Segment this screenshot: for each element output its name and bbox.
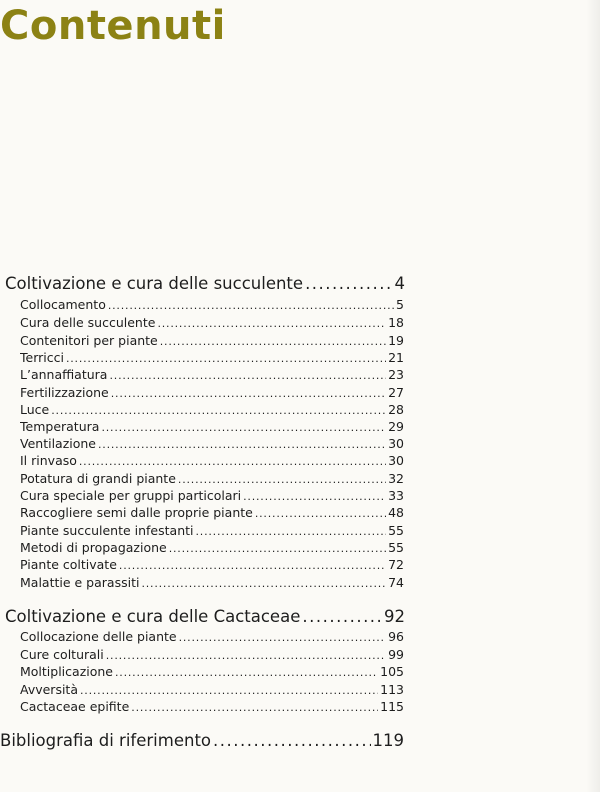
- page-number: 48: [388, 505, 404, 520]
- toc-entry[interactable]: [20, 367, 404, 385]
- entry-title: Malattie e parassiti: [20, 575, 140, 590]
- entry-title: Il rinvaso: [20, 453, 77, 468]
- toc-entry[interactable]: [20, 419, 404, 437]
- toc-entry[interactable]: [20, 315, 404, 333]
- page-number: 105: [380, 664, 404, 679]
- page-number: 21: [388, 350, 404, 365]
- toc-entry[interactable]: [20, 664, 404, 682]
- dot-leader: [169, 542, 386, 555]
- page-number: 113: [380, 682, 404, 697]
- dot-leader: [213, 731, 370, 750]
- page-number: 23: [388, 367, 404, 382]
- entry-title: Piante coltivate: [20, 557, 117, 572]
- entry-title: Moltiplicazione: [20, 664, 113, 679]
- entry-title: Cura speciale per gruppi particolari: [20, 488, 242, 503]
- dot-leader: [109, 369, 386, 382]
- toc-entry[interactable]: [20, 488, 404, 506]
- page-number: 18: [388, 315, 404, 330]
- page-number: 92: [384, 607, 405, 626]
- page-number: 28: [388, 402, 404, 417]
- dot-leader: [98, 438, 386, 451]
- dot-leader: [243, 490, 386, 503]
- entry-title: Cactaceae epifite: [20, 699, 130, 714]
- page-edge-shadow: [586, 0, 600, 792]
- toc-entry[interactable]: [20, 682, 404, 700]
- toc-entry[interactable]: [20, 557, 404, 575]
- dot-leader: [101, 421, 386, 434]
- entry-title: Collocazione delle piante: [20, 629, 177, 644]
- entry-title: Cura delle succulente: [20, 315, 156, 330]
- entry-title: Fertilizzazione: [20, 385, 109, 400]
- toc-entry[interactable]: [20, 385, 404, 403]
- page-number: 5: [396, 297, 404, 312]
- page-number: 30: [388, 436, 404, 451]
- toc-entry[interactable]: [20, 453, 404, 471]
- dot-leader: [302, 607, 382, 626]
- chapter-title: Coltivazione e cura delle Cactaceae: [5, 607, 301, 626]
- page-number: 32: [388, 471, 404, 486]
- dot-leader: [179, 631, 387, 644]
- toc-entry[interactable]: [20, 629, 404, 647]
- page-number: 115: [380, 699, 404, 714]
- entry-title: Avversità: [20, 682, 78, 697]
- page-number: 30: [388, 453, 404, 468]
- dot-leader: [255, 507, 386, 520]
- entry-title: Contenitori per piante: [20, 333, 158, 348]
- page-number: 27: [388, 385, 404, 400]
- page-number: 19: [388, 333, 404, 348]
- entry-title: Terricci: [20, 350, 64, 365]
- page-number: 119: [372, 731, 404, 750]
- entry-title: Cure colturali: [20, 647, 104, 662]
- dot-leader: [160, 335, 386, 348]
- toc-entry[interactable]: [20, 333, 404, 351]
- dot-leader: [79, 455, 386, 468]
- toc-entry[interactable]: [20, 297, 404, 315]
- page-number: 55: [388, 523, 404, 538]
- toc-entry[interactable]: [20, 699, 404, 717]
- toc-entry[interactable]: [20, 647, 404, 665]
- toc-entry[interactable]: [20, 505, 404, 523]
- dot-leader: [196, 525, 387, 538]
- toc-chapter-succulente[interactable]: [5, 274, 405, 296]
- entry-title: Potatura di grandi piante: [20, 471, 176, 486]
- dot-leader: [80, 684, 378, 697]
- page-number: 99: [388, 647, 404, 662]
- entry-title: Metodi di propagazione: [20, 540, 167, 555]
- chapter-title: Coltivazione e cura delle succulente: [5, 274, 304, 293]
- dot-leader: [157, 317, 386, 330]
- dot-leader: [141, 577, 386, 590]
- dot-leader: [51, 404, 386, 417]
- page-number: 55: [388, 540, 404, 555]
- entry-title: Raccogliere semi dalle proprie piante: [20, 505, 253, 520]
- entry-title: Ventilazione: [20, 436, 96, 451]
- page-number: 4: [394, 274, 405, 293]
- dot-leader: [305, 274, 392, 293]
- toc-entry[interactable]: [20, 523, 404, 541]
- page-title: Contenuti: [0, 3, 226, 49]
- dot-leader: [115, 666, 378, 679]
- toc-entry[interactable]: [20, 402, 404, 420]
- toc-entry[interactable]: [20, 471, 404, 489]
- toc-entry[interactable]: [20, 350, 404, 368]
- page-number: 74: [388, 575, 404, 590]
- entry-title: L’annaffiatura: [20, 367, 108, 382]
- dot-leader: [108, 299, 394, 312]
- toc-chapter-cactaceae[interactable]: [5, 607, 405, 629]
- dot-leader: [111, 387, 386, 400]
- page-number: 96: [388, 629, 404, 644]
- page-number: 33: [388, 488, 404, 503]
- entry-title: Piante succulente infestanti: [20, 523, 194, 538]
- toc-entry[interactable]: [20, 436, 404, 454]
- chapter-title: Bibliografia di riferimento: [0, 731, 212, 750]
- dot-leader: [178, 473, 386, 486]
- dot-leader: [131, 701, 378, 714]
- dot-leader: [106, 649, 386, 662]
- dot-leader: [119, 559, 386, 572]
- dot-leader: [66, 352, 386, 365]
- toc-entry[interactable]: [20, 575, 404, 593]
- entry-title: Temperatura: [20, 419, 100, 434]
- entry-title: Luce: [20, 402, 50, 417]
- entry-title: Collocamento: [20, 297, 106, 312]
- toc-entry[interactable]: [20, 540, 404, 558]
- page-number: 29: [388, 419, 404, 434]
- toc-chapter-bibliografia[interactable]: [0, 731, 404, 753]
- page-number: 72: [388, 557, 404, 572]
